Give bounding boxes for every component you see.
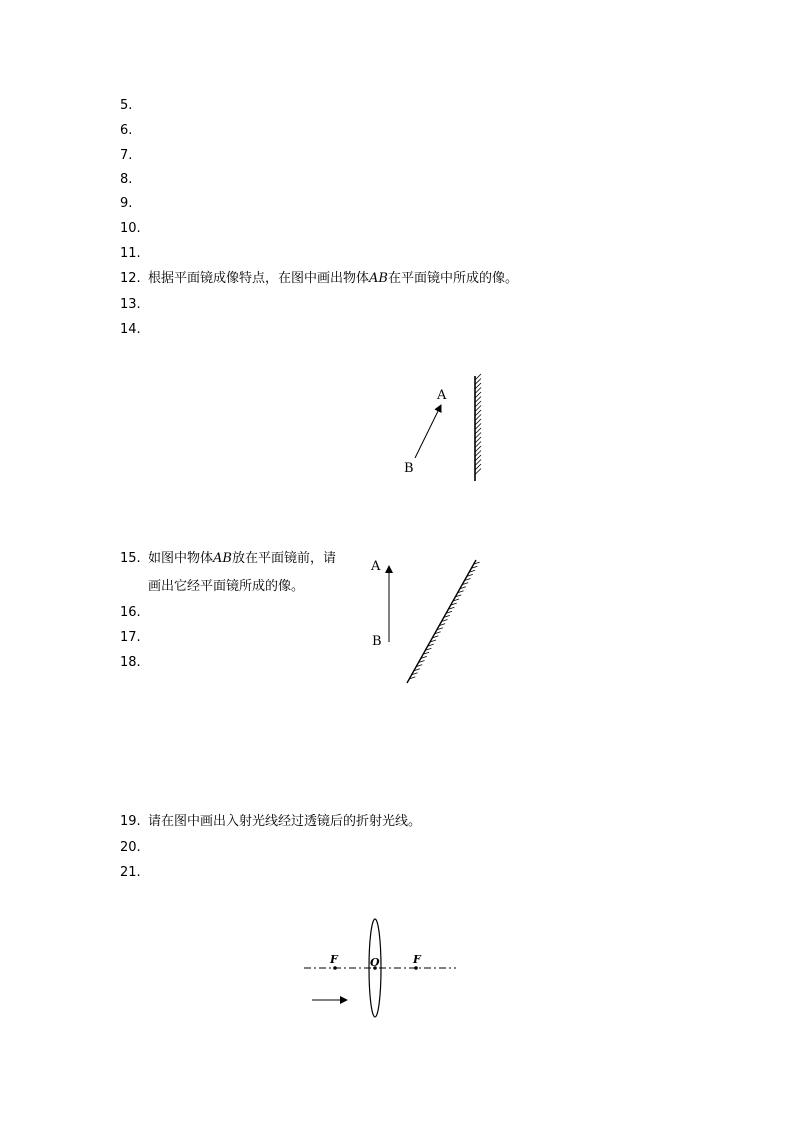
line-9 [120, 196, 148, 212]
label-optical-center: O [370, 956, 380, 969]
focus-point-left [333, 966, 337, 970]
question-number: 12. [120, 271, 141, 286]
question-text: 在平面镜中所成的像。 [387, 271, 518, 286]
question-text: 根据平面镜成像特点，在图中画出物体 [148, 271, 370, 286]
question-number: 16. [120, 605, 141, 620]
question-number: 10. [120, 221, 141, 236]
label-b: B [404, 461, 414, 476]
label-a: A [371, 559, 381, 574]
mirror-surface [475, 374, 481, 481]
line-10 [120, 221, 148, 237]
line-14 [120, 322, 148, 338]
question-number: 21. [120, 865, 141, 880]
question-number: 15. [120, 551, 141, 566]
question-number: 9. [120, 196, 133, 211]
line-7 [120, 148, 148, 164]
object-label: AB [213, 551, 232, 566]
question-number: 17. [120, 630, 141, 645]
line-5 [120, 98, 148, 114]
line-17 [120, 630, 148, 646]
line-21 [120, 865, 148, 881]
question-number: 6. [120, 123, 133, 138]
line-11 [120, 246, 148, 262]
object-arrow-ab [415, 405, 441, 458]
label-focus-left: F [330, 953, 338, 966]
figure-mirror-oblique [365, 550, 490, 690]
line-8 [120, 172, 148, 188]
focus-point-right [414, 966, 418, 970]
question-number: 5. [120, 98, 133, 113]
question-text: 如图中物体 [148, 551, 214, 566]
line-20 [120, 840, 148, 856]
question-15 [120, 551, 336, 567]
line-18 [120, 655, 148, 671]
label-a: A [437, 388, 447, 403]
question-number: 19. [120, 814, 141, 829]
question-15-continuation: 画出它经平面镜所成的像。 [148, 579, 305, 594]
question-text: 放在平面镜前，请 [231, 551, 336, 566]
question-number: 18. [120, 655, 141, 670]
question-12 [120, 271, 518, 287]
figure-mirror-vertical [390, 370, 500, 490]
object-label: AB [369, 271, 388, 286]
label-b: B [372, 634, 382, 649]
question-number: 7. [120, 148, 133, 163]
label-focus-right: F [413, 953, 421, 966]
question-19 [120, 814, 421, 830]
line-13 [120, 297, 148, 313]
question-number: 8. [120, 172, 133, 187]
question-number: 13. [120, 297, 141, 312]
line-16 [120, 605, 148, 621]
question-text: 请在图中画出入射光线经过透镜后的折射光线。 [148, 814, 422, 829]
question-number: 14. [120, 322, 141, 337]
question-number: 20. [120, 840, 141, 855]
question-number: 11. [120, 246, 141, 261]
line-6 [120, 123, 148, 139]
figure-convex-lens [300, 915, 465, 1023]
mirror-surface [407, 560, 480, 683]
